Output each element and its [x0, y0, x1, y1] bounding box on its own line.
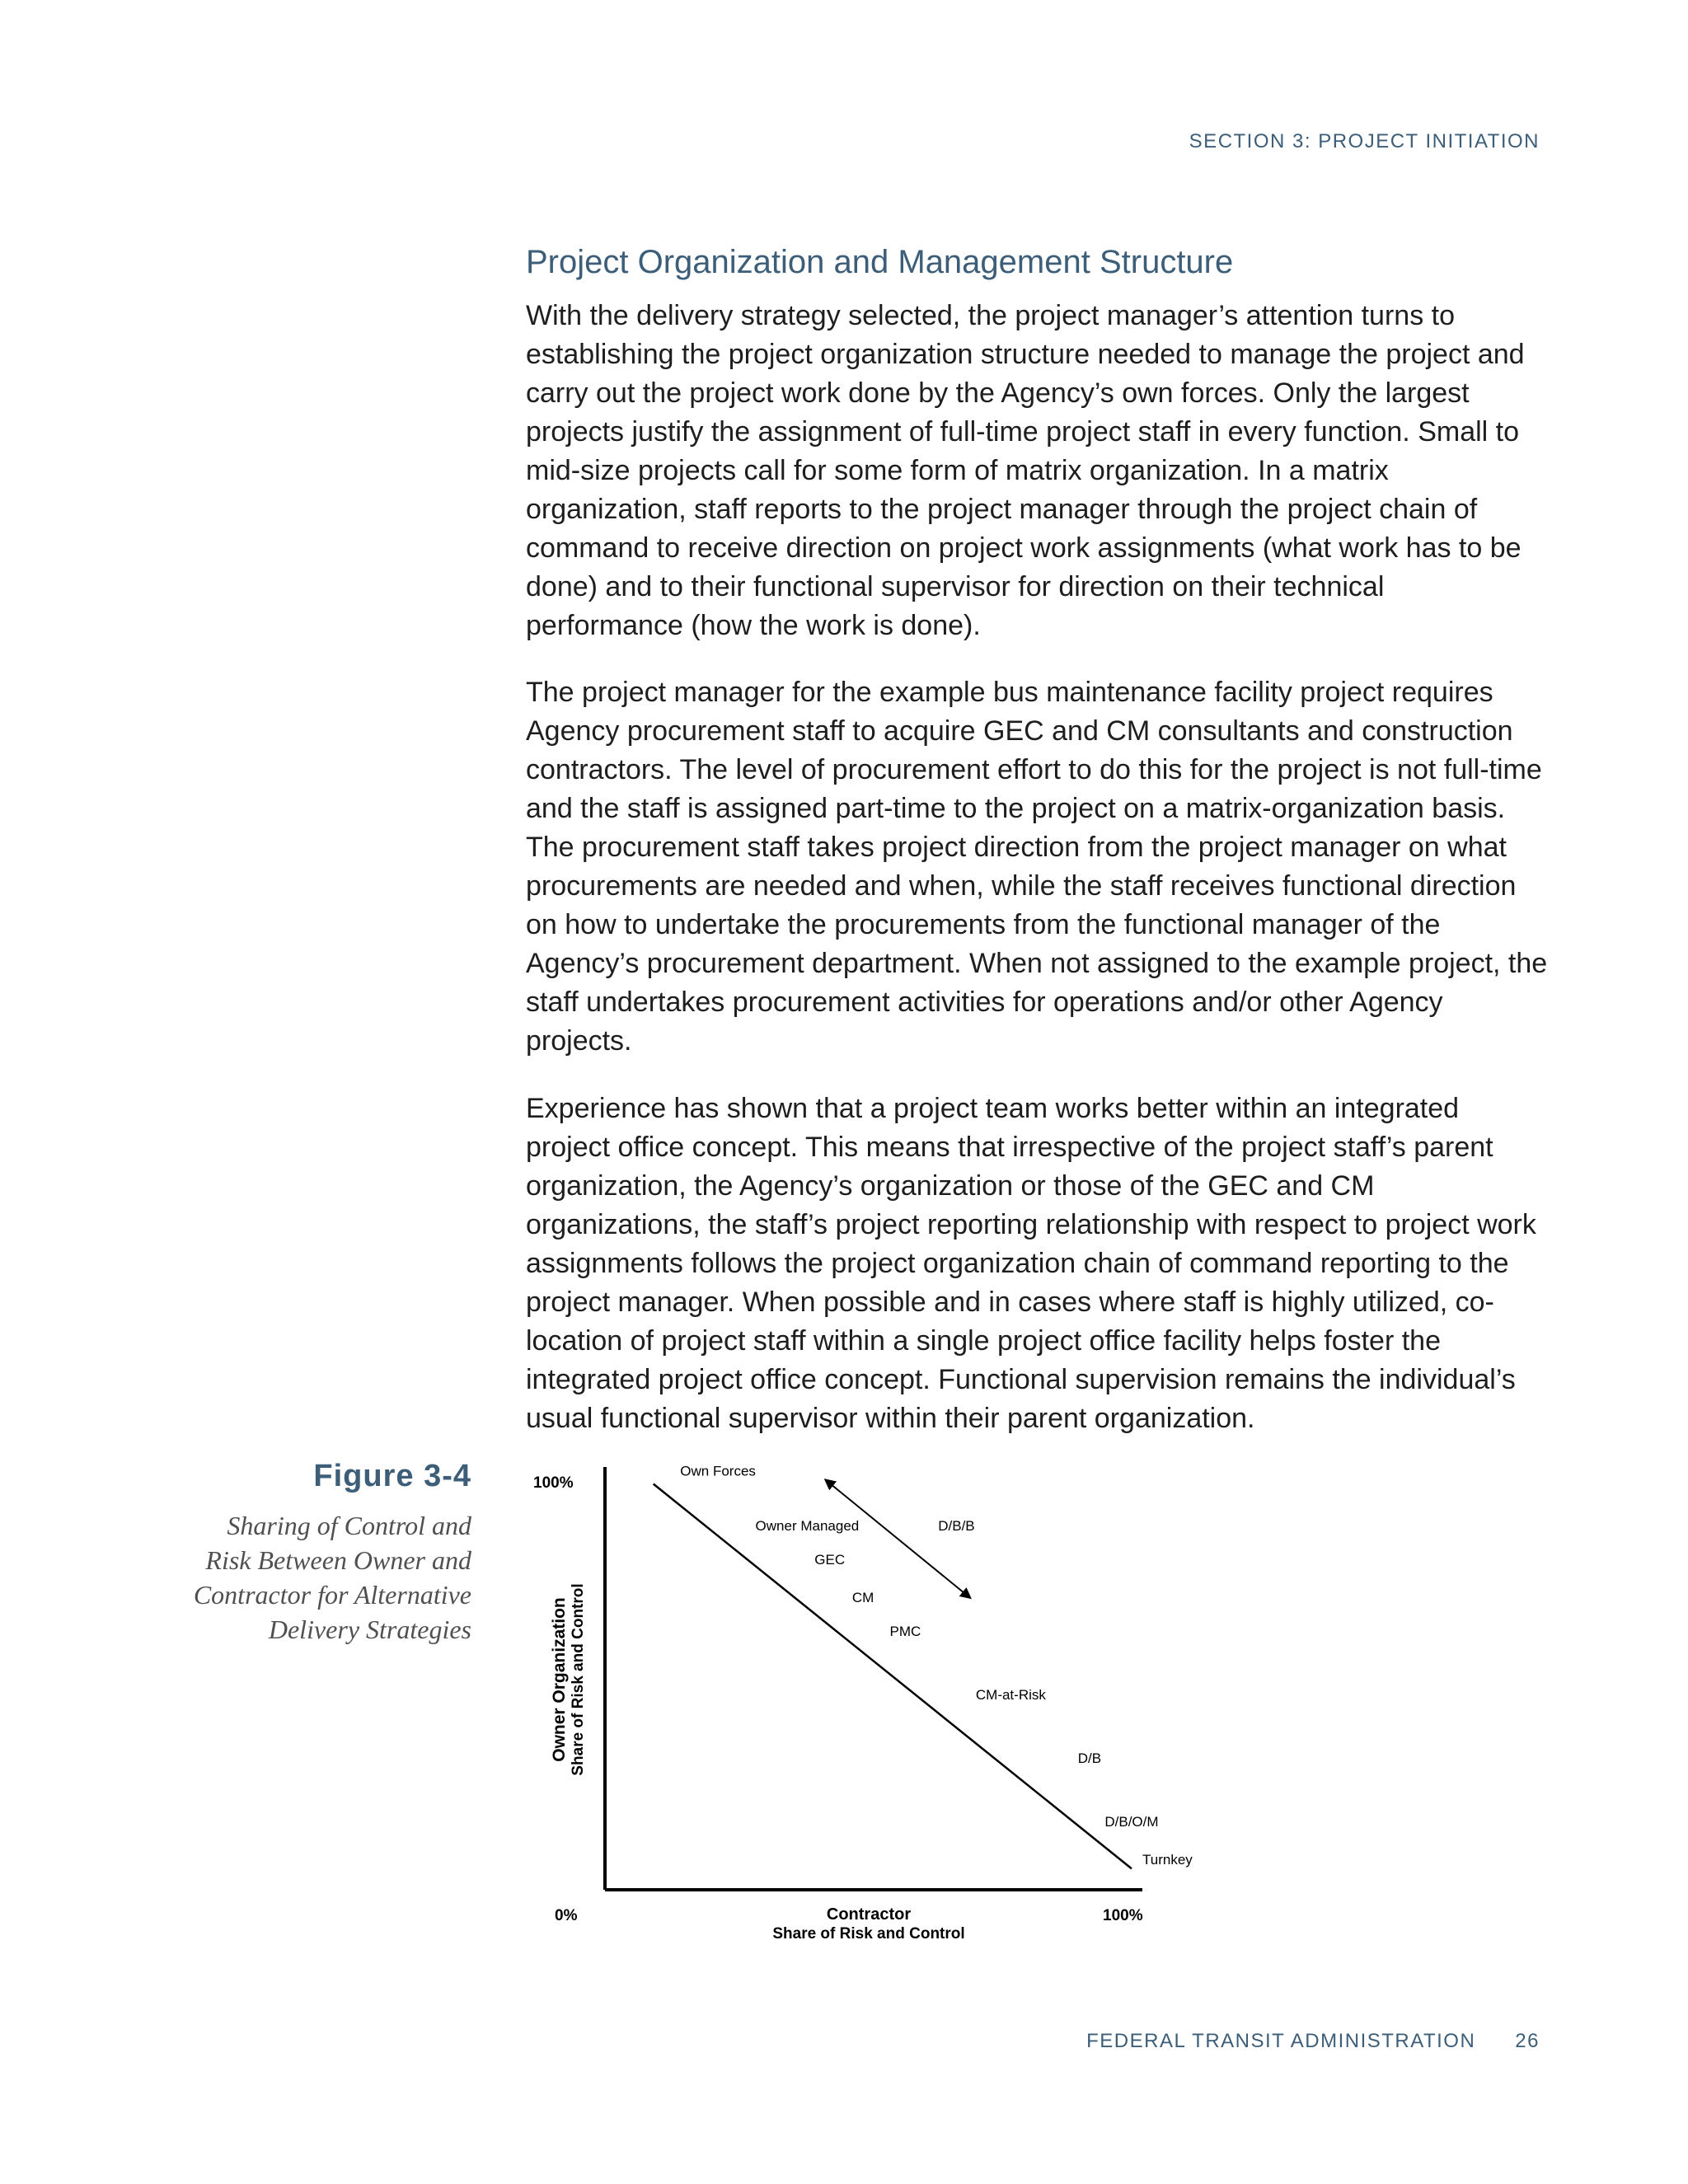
body-paragraph: With the delivery strategy selected, the project manager’s attention turns to establishing the project organization structure needed to manage the project and carry out the project work done by the Agency’s own forces. Only the largest projects justify the assignment of full-time project staff in every function. Small to mid-size projects call for some form of matrix organization. In a matrix organization, staff reports to the project manager through the project chain of command to receive direction on project work assignments (what work has to be done) and to their functional supervisor for direction on their technical performance (how the work is done). [526, 300, 1525, 641]
body-paragraph: The project manager for the example bus maintenance facility project requires Agency procurement staff to acquire GEC and CM consultants and construction contractors. The level of procurement effort to do this for the project is not full-time and the staff is assigned part-time to the project on a matrix-organization basis. The procurement staff takes project direction from the project manager on what procurements are needed and when, while the staff receives functional direction on how to undertake the procurements from the functional manager of the Agency’s procurement department. When not assigned to the example project, the staff undertakes procurement activities for operations and/or other Agency projects. [526, 677, 1548, 1057]
x-axis-subtitle: Share of Risk and Control [772, 1925, 965, 1943]
strategy-label: PMC [889, 1624, 921, 1640]
strategy-label: D/B/O/M [1104, 1814, 1159, 1830]
footer-org: FEDERAL TRANSIT ADMINISTRATION [1086, 2030, 1476, 2052]
strategy-label: CM-at-Risk [975, 1687, 1046, 1704]
y-top-label: 100% [533, 1474, 574, 1492]
figure-caption: Sharing of Control and Risk Between Owner and Contractor for Alternative Delivery Strategies [193, 1511, 471, 1644]
y-axis-subtitle: Share of Risk and Control [570, 1583, 587, 1776]
series-line-0 [654, 1484, 1132, 1869]
strategy-label: GEC [814, 1551, 846, 1568]
strategy-label: CM [851, 1590, 874, 1606]
page-number: 26 [1515, 2030, 1540, 2052]
risk-sharing-chart [519, 1459, 1195, 1953]
body-paragraph: Experience has shown that a project team works better within an integrated project office concept. This means that irrespective of the project staff’s parent organization, the Agency’s organization or those of the GEC and CM organizations, the staff’s project reporting relationship with respect to project work assignments follows the project organization chain of command reporting to the project manager. When possible and in cases where staff is highly utilized, co-location of project staff within a single project office facility helps foster the integrated project office concept. Functional supervision remains the individual’s usual functional supervisor within their parent organization. [526, 1093, 1536, 1434]
direction-arrow [825, 1479, 970, 1598]
strategy-label: D/B [1077, 1750, 1102, 1767]
running-header: SECTION 3: PROJECT INITIATION [1189, 130, 1540, 152]
x-right-label: 100% [1103, 1907, 1143, 1924]
origin-label: 0% [555, 1907, 578, 1924]
y-axis-title: Owner Organization [550, 1597, 569, 1762]
running-footer [1086, 2030, 1540, 2053]
section-heading: Project Organization and Management Structure [526, 244, 1234, 280]
strategy-label: Turnkey [1142, 1852, 1193, 1868]
strategy-label: Own Forces [680, 1463, 756, 1479]
strategy-label: D/B/B [938, 1517, 975, 1534]
figure-label: Figure 3-4 [313, 1459, 471, 1493]
x-axis-title: Contractor [826, 1905, 912, 1924]
strategy-label: Owner Managed [755, 1517, 860, 1534]
